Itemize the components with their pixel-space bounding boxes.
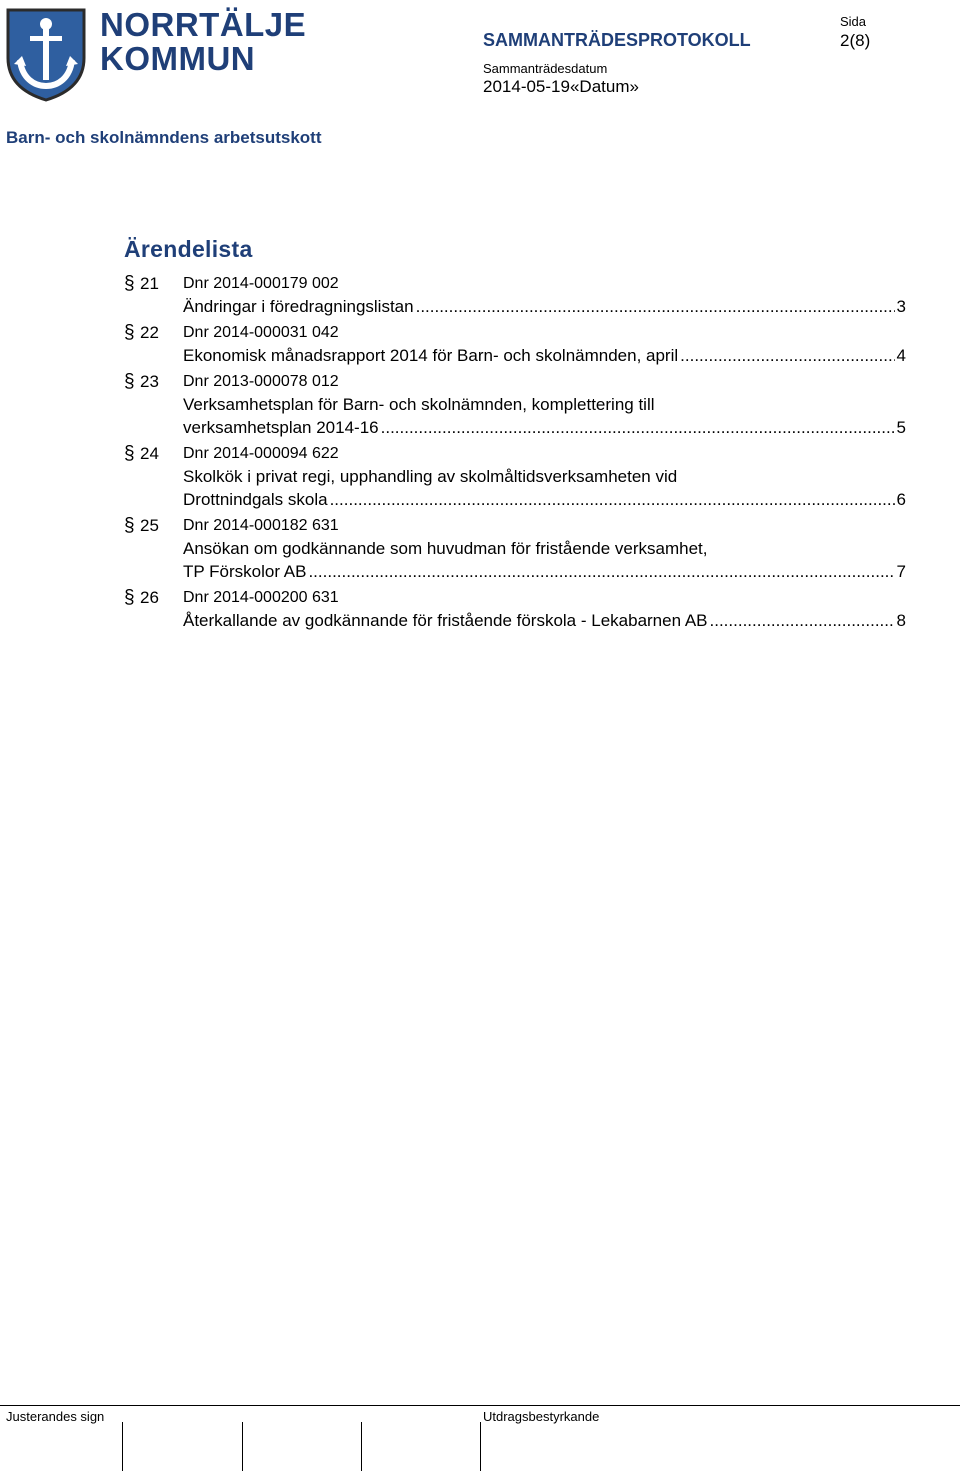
- logo-line-2: KOMMUN: [100, 40, 256, 77]
- signature-box-divider: [122, 1422, 123, 1471]
- item-page: 7: [896, 562, 906, 581]
- section-symbol: §: [124, 371, 135, 392]
- item-dnr: Dnr 2014-000182 631: [183, 517, 339, 534]
- leader-dots: [330, 488, 895, 511]
- meeting-date: 2014-05-19«Datum»: [483, 77, 639, 96]
- item-page: 6: [896, 490, 906, 509]
- agenda-item[interactable]: [124, 442, 906, 511]
- item-page: 4: [896, 346, 906, 365]
- item-title: Ekonomisk månadsrapport 2014 för Barn- och skolnämnden, april: [183, 346, 679, 365]
- leader-dots: [710, 609, 895, 632]
- item-dnr: Dnr 2014-000094 622: [183, 445, 339, 462]
- leader-dots: [381, 416, 895, 439]
- item-page: 5: [896, 418, 906, 437]
- section-symbol: §: [124, 273, 135, 294]
- leader-dots: [680, 344, 894, 367]
- item-title: Drottnindgals skola: [183, 490, 328, 509]
- item-dnr: Dnr 2014-000179 002: [183, 275, 339, 292]
- item-title: TP Förskolor AB: [183, 562, 307, 581]
- page-number: 2(8): [840, 31, 871, 50]
- section-symbol: §: [124, 322, 135, 343]
- section-symbol: §: [124, 587, 135, 608]
- item-title-line: Verksamhetsplan för Barn- och skolnämnden, komplettering till: [183, 395, 655, 414]
- item-title-line: Skolkök i privat regi, upphandling av skolmåltidsverksamheten vid: [183, 467, 678, 486]
- item-number: 24: [140, 444, 159, 463]
- utdragsbestyrkande-label: Utdragsbestyrkande: [483, 1409, 600, 1424]
- item-title: verksamhetsplan 2014-16: [183, 418, 379, 437]
- logo-wordmark: [100, 8, 306, 76]
- item-number: 26: [140, 588, 159, 607]
- item-title: Ändringar i föredragningslistan: [183, 297, 414, 316]
- leader-dots: [416, 295, 895, 318]
- item-number: 25: [140, 516, 159, 535]
- page-label: Sida: [840, 14, 867, 29]
- item-dnr: Dnr 2013-000078 012: [183, 373, 339, 390]
- agenda-list: [124, 272, 906, 635]
- section-symbol: §: [124, 443, 135, 464]
- meeting-date-label: Sammanträdesdatum: [483, 61, 608, 76]
- municipality-logo: [4, 6, 307, 102]
- signature-box-divider: [361, 1422, 362, 1471]
- agenda-item[interactable]: [124, 272, 906, 318]
- item-number: 23: [140, 372, 159, 391]
- agenda-item[interactable]: [124, 514, 906, 583]
- agenda-item[interactable]: [124, 586, 906, 632]
- item-number: 22: [140, 323, 159, 342]
- item-dnr: Dnr 2014-000200 631: [183, 589, 339, 606]
- logo-line-1: NORRTÄLJE: [100, 6, 307, 43]
- document-title: SAMMANTRÄDESPROTOKOLL: [483, 30, 751, 50]
- justerandes-sign-label: Justerandes sign: [6, 1409, 105, 1424]
- signature-box-divider: [480, 1422, 481, 1471]
- item-number: 21: [140, 274, 159, 293]
- signature-box-divider: [242, 1422, 243, 1471]
- leader-dots: [308, 560, 894, 583]
- agenda-item[interactable]: [124, 370, 906, 439]
- item-dnr: Dnr 2014-000031 042: [183, 324, 339, 341]
- committee-name: Barn- och skolnämndens arbetsutskott: [6, 128, 322, 147]
- agenda-item[interactable]: [124, 321, 906, 367]
- section-symbol: §: [124, 515, 135, 536]
- item-title: Återkallande av godkännande för fristående förskola - Lekabarnen AB: [183, 611, 708, 630]
- coat-of-arms-icon: [4, 6, 88, 102]
- signature-footer: [0, 1405, 960, 1471]
- item-page: 3: [896, 297, 906, 316]
- item-page: 8: [896, 611, 906, 630]
- agenda-heading: Ärendelista: [124, 236, 253, 262]
- item-title-line: Ansökan om godkännande som huvudman för fristående verksamhet,: [183, 539, 708, 558]
